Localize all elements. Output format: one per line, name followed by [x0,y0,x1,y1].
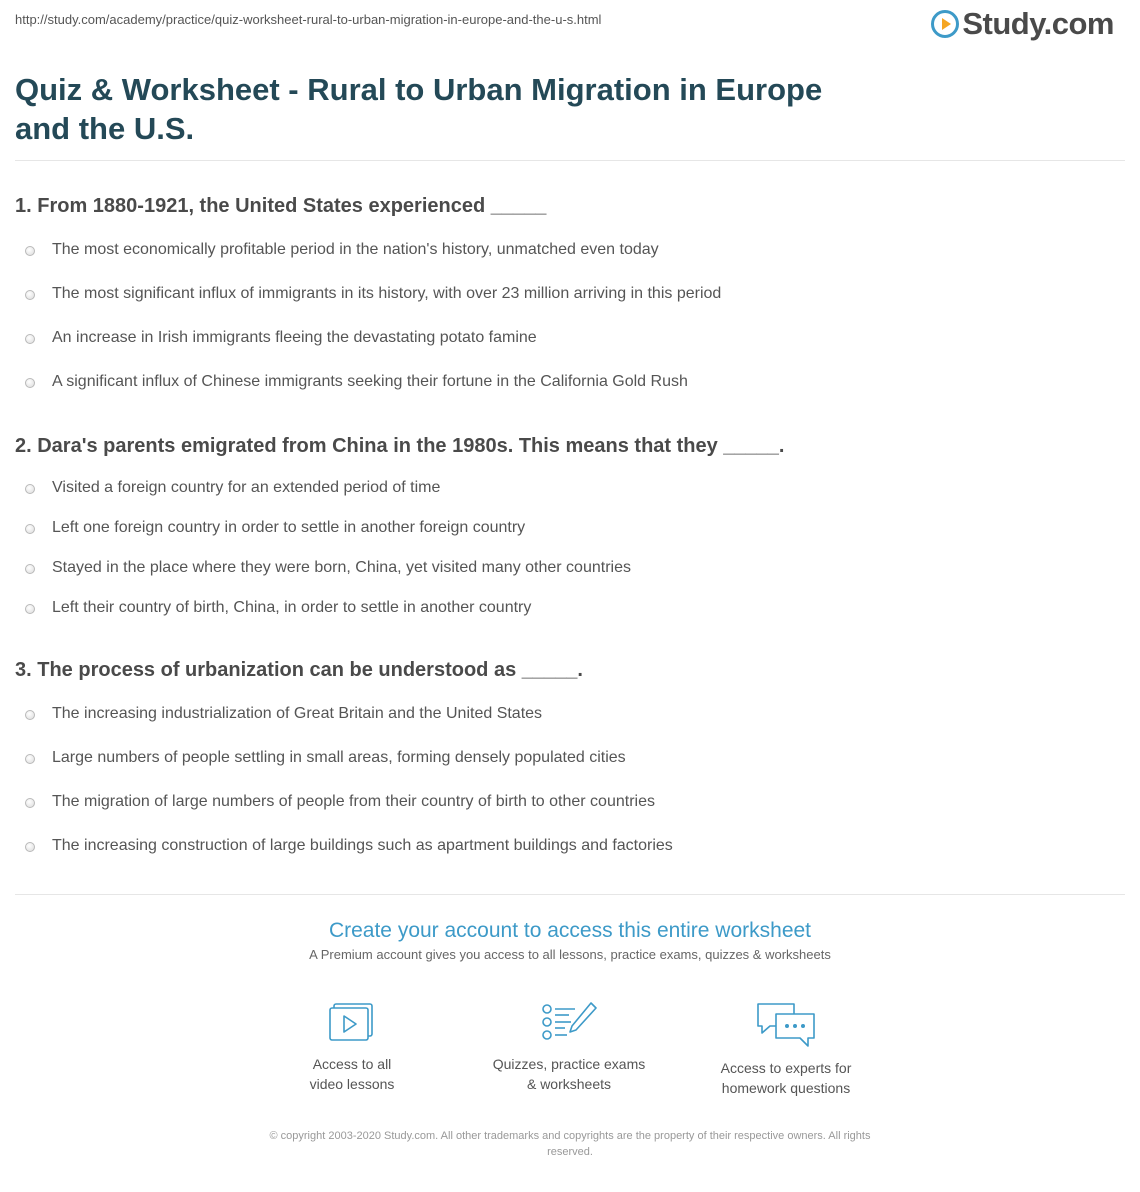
answer-option[interactable] [15,283,1125,327]
radio-button[interactable] [25,524,35,534]
radio-button[interactable] [25,378,35,388]
answer-text: The migration of large numbers of people from their country of birth to other countries [52,793,655,810]
experts-chat-icon [754,1000,818,1050]
quizzes-icon [539,1000,599,1046]
play-logo-icon [931,10,959,38]
page-title-line1: Quiz & Worksheet - Rural to Urban Migration in Europe [15,72,823,107]
answer-option[interactable] [15,703,1125,747]
copyright-footer [220,1128,920,1160]
answer-text: The increasing industrialization of Great Britain and the United States [52,705,543,722]
page-title-line2: and the U.S. [15,111,195,146]
signup-promo [0,918,1140,962]
footer-line2: reserved. [547,1146,593,1158]
footer-line1: © copyright 2003-2020 Study.com. All other trademarks and copyrights are the property of their respective owners. All rights [269,1130,871,1142]
radio-button[interactable] [25,798,35,808]
answer-text: Stayed in the place where they were born, China, yet visited many other countries [52,559,631,576]
page-url: http://study.com/academy/practice/quiz-worksheet-rural-to-urban-migration-in-europe-and-the-u-s.html [15,12,602,27]
answer-option[interactable] [15,597,1125,637]
answer-text: An increase in Irish immigrants fleeing the devastating potato famine [52,329,537,346]
radio-button[interactable] [25,842,35,852]
feature-label-line1: Quizzes, practice exams [492,1056,646,1072]
header-divider [15,160,1125,161]
answer-option[interactable] [15,239,1125,283]
answer-text: Large numbers of people settling in small areas, forming densely populated cities [52,749,626,766]
answer-text: The most economically profitable period in the nation's history, unmatched even today [52,241,659,258]
answer-option[interactable] [15,557,1125,597]
radio-button[interactable] [25,604,35,614]
logo-text: Study.com [962,6,1114,41]
promo-divider [15,894,1125,895]
feature-label-line1: Access to experts for [720,1060,852,1076]
promo-title-link[interactable]: Create your account to access this entire worksheet [328,919,812,942]
feature-label-line1: Access to all [312,1056,392,1072]
answer-text: Left their country of birth, China, in order to settle in another country [52,599,532,616]
answer-text: The increasing construction of large buildings such as apartment buildings and factories [52,837,673,854]
video-lessons-icon [324,1000,380,1046]
radio-button[interactable] [25,246,35,256]
feature-label-line2: & worksheets [526,1076,612,1092]
answer-text: A significant influx of Chinese immigrants seeking their fortune in the California Gold Rush [52,373,688,390]
feature-experts [686,1000,886,1098]
feature-video-lessons [252,1000,452,1094]
promo-subtitle: A Premium account gives you access to all lessons, practice exams, quizzes & worksheets [309,947,831,962]
question-text: 2. Dara's parents emigrated from China in the 1980s. This means that they _____. [15,435,785,457]
answer-option[interactable] [15,517,1125,557]
question-3 [15,657,1125,879]
question-1 [15,193,1125,415]
question-2 [15,433,1125,637]
answer-option[interactable] [15,477,1125,517]
radio-button[interactable] [25,564,35,574]
radio-button[interactable] [25,334,35,344]
page-title [15,70,845,148]
feature-label-line2: video lessons [309,1076,395,1092]
radio-button[interactable] [25,710,35,720]
question-text: 3. The process of urbanization can be understood as _____. [15,659,583,681]
radio-button[interactable] [25,484,35,494]
answer-option[interactable] [15,791,1125,835]
answer-text: Left one foreign country in order to settle in another foreign country [52,519,526,536]
answer-option[interactable] [15,327,1125,371]
study-logo[interactable] [931,6,1114,42]
answer-option[interactable] [15,371,1125,415]
answer-text: Visited a foreign country for an extended period of time [52,479,441,496]
radio-button[interactable] [25,754,35,764]
answer-text: The most significant influx of immigrants in its history, with over 23 million arriving in this period [52,285,722,302]
feature-label-line2: homework questions [721,1080,851,1096]
question-text: 1. From 1880-1921, the United States experienced _____ [15,195,547,217]
answer-option[interactable] [15,835,1125,879]
answer-option[interactable] [15,747,1125,791]
radio-button[interactable] [25,290,35,300]
feature-quizzes [469,1000,669,1094]
